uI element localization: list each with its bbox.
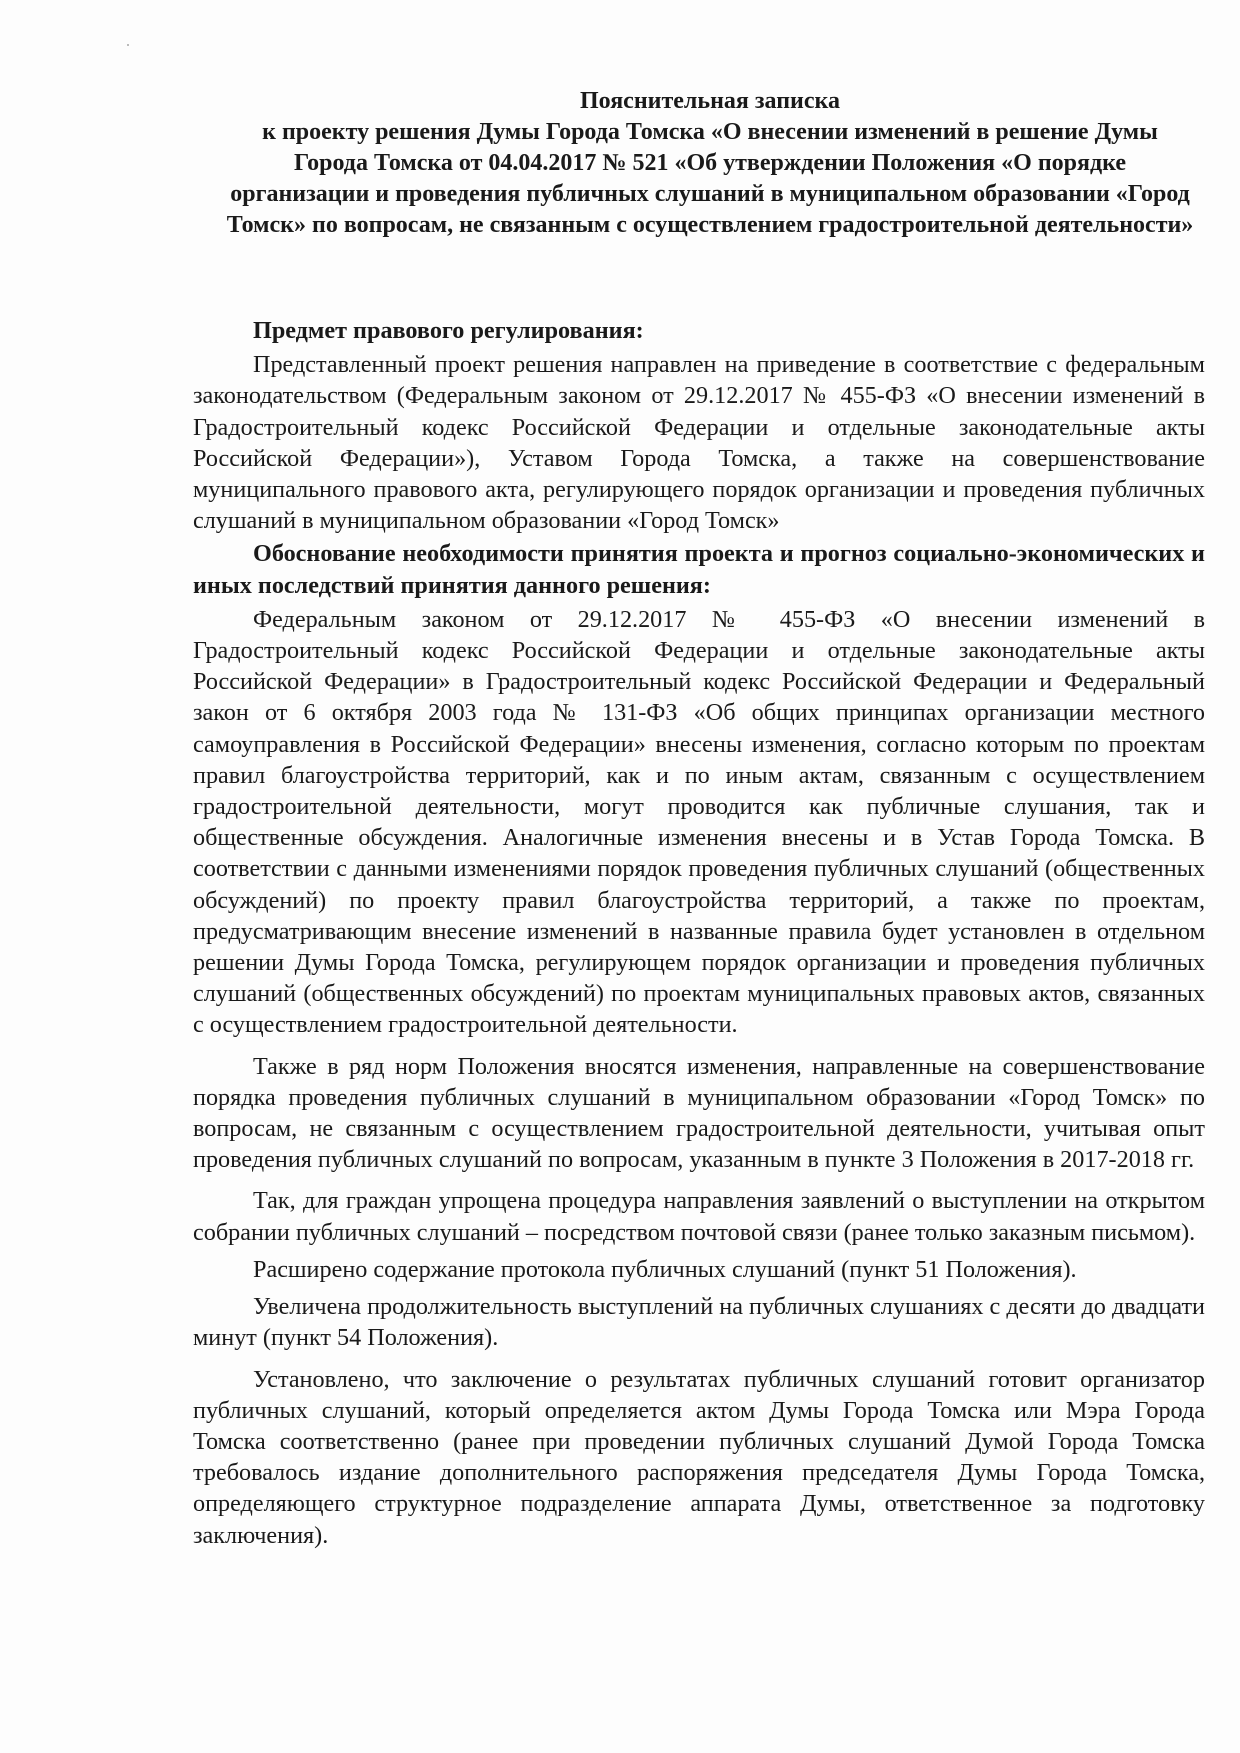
document-header	[215, 86, 1205, 241]
body-paragraph: Увеличена продолжительность выступлений на публичных слушаниях с десяти до двадцати минут (пункт 54 Положения).	[193, 1293, 1205, 1352]
body-paragraph: Федеральным законом от 29.12.2017 № 455-ФЗ «О внесении изменений в Градостроительный кодекс Российской Федерации и отдельные законодательные акты Российской Федерации» в Градостроительный кодекс Российской Федерации и Федеральный закон от 6 октября 2003 года № 131-ФЗ «Об общих принципах организации местного самоуправления в Российской Федерации» внесены изменения, согласно которым по проектам правил благоустройства территорий, как и по иным актам, связанным с осуществлением градостроительной деятельности, могут проводится как публичные слушания, так и общественные обсуждения. Аналогичные изменения внесены и в Устав Города Томска. В соответствии с данными изменениями порядок проведения публичных слушаний (общественных обсуждений) по проекту правил благоустройства территорий, а также по проектам, предусматривающим внесение изменений в названные правила будет установлен в отдельном решении Думы Города Томска, регулирующем порядок организации и проведения публичных слушаний (общественных обсуждений) по проектам муниципальных правовых актов, связанных с осуществлением градостроительной деятельности.	[193, 605, 1205, 1039]
body-paragraph: Установлено, что заключение о результатах публичных слушаний готовит организатор публичных слушаний, который определяется актом Думы Города Томска или Мэра Города Томска соответственно (ранее при проведении публичных слушаний Думой Города Томска требовалось издание дополнительного распоряжения председателя Думы Города Томска, определяющего структурное подразделение аппарата Думы, ответственное за подготовку заключения).	[193, 1365, 1205, 1549]
document-title: Пояснительная записка	[579, 88, 840, 114]
body-paragraph: Так, для граждан упрощена процедура направления заявлений о выступлении на открытом собрании публичных слушаний – посредством почтовой связи (ранее только заказным письмом).	[193, 1187, 1205, 1246]
body-paragraph: Расширено содержание протокола публичных слушаний (пункт 51 Положения).	[253, 1255, 1077, 1283]
scan-speck	[127, 44, 129, 46]
document-subtitle: к проекту решения Думы Города Томска «О внесении изменений в решение Думы Города Томска от 04.04.2017 № 521 «Об утверждении Положения «О порядке организации и проведения публичных слушаний в муниципальном образовании «Город Томск» по вопросам, не связанным с осуществлением градостроительной деятельности»	[226, 119, 1194, 238]
subject-paragraph: Представленный проект решения направлен на приведение в соответствие с федеральным законодательством (Федеральным законом от 29.12.2017 № 455-ФЗ «О внесении изменений в Градостроительный кодекс Российской Федерации и отдельные законодательные акты Российской Федерации»), Уставом Города Томска, а также на совершенствование муниципального правового акта, регулирующего порядок организации и проведения публичных слушаний в муниципальном образовании «Город Томск»	[193, 351, 1205, 535]
rationale-heading: Обоснование необходимости принятия проекта и прогноз социально-экономических и иных последствий принятия данного решения:	[193, 540, 1205, 599]
subject-heading: Предмет правового регулирования:	[253, 317, 644, 344]
body-paragraph: Также в ряд норм Положения вносятся изменения, направленные на совершенствование порядка проведения публичных слушаний в муниципальном образовании «Город Томск» по вопросам, не связанным с осуществлением градостроительной деятельности, учитывая опыт проведения публичных слушаний по вопросам, указанным в пункте 3 Положения в 2017-2018 гг.	[193, 1052, 1205, 1174]
document-body	[193, 315, 1205, 1551]
